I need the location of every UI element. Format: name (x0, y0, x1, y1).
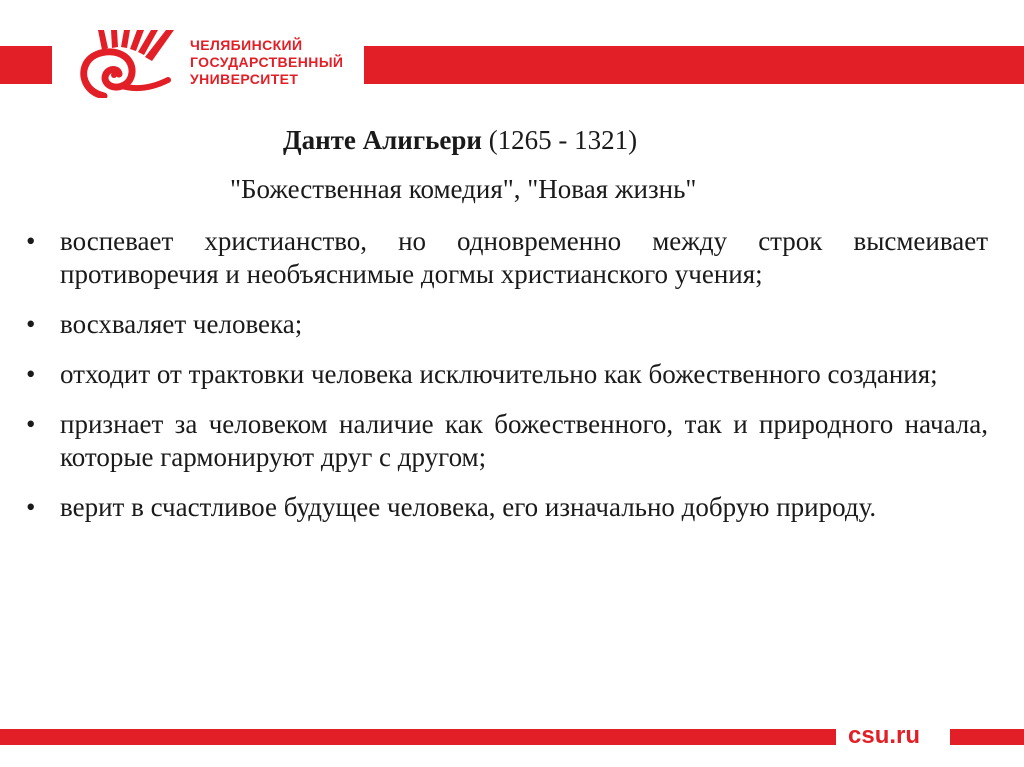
slide-subtitle: "Божественная комедия", "Новая жизнь" (230, 174, 697, 204)
bullet-item: • восхваляет человека; (24, 308, 988, 341)
site-url: csu.ru (848, 722, 921, 749)
bullet-item: • отходит от трактовки человека исключительно как божественного создания; (24, 358, 988, 391)
slide-title (283, 124, 637, 156)
footer-red-bar-right (950, 729, 1024, 745)
university-name-line: ГОСУДАРСТВЕННЫЙ (190, 54, 344, 70)
author-name: Данте Алигьери (283, 125, 482, 155)
author-years: (1265 - 1321) (481, 125, 638, 155)
bullet-item: • признает за человеком наличие как божественного, так и природного начала, которые гармонируют друг с другом; (24, 408, 988, 474)
header-red-bar-left (0, 46, 52, 84)
university-name (190, 37, 343, 88)
bullet-item: • воспевает христианство, но одновременно между строк высмеивает противоречия и необъяснимые догмы христианского учения; (24, 225, 988, 291)
university-swirl-logo (78, 30, 182, 98)
bullet-item: • верит в счастливое будущее человека, его изначально добрую природу. (24, 491, 988, 524)
university-name-line: ЧЕЛЯБИНСКИЙ (190, 37, 303, 53)
bullet-list (24, 225, 988, 541)
footer-red-bar-left (0, 729, 836, 745)
university-name-line: УНИВЕРСИТЕТ (190, 71, 299, 87)
header-red-bar-right (364, 46, 1024, 84)
